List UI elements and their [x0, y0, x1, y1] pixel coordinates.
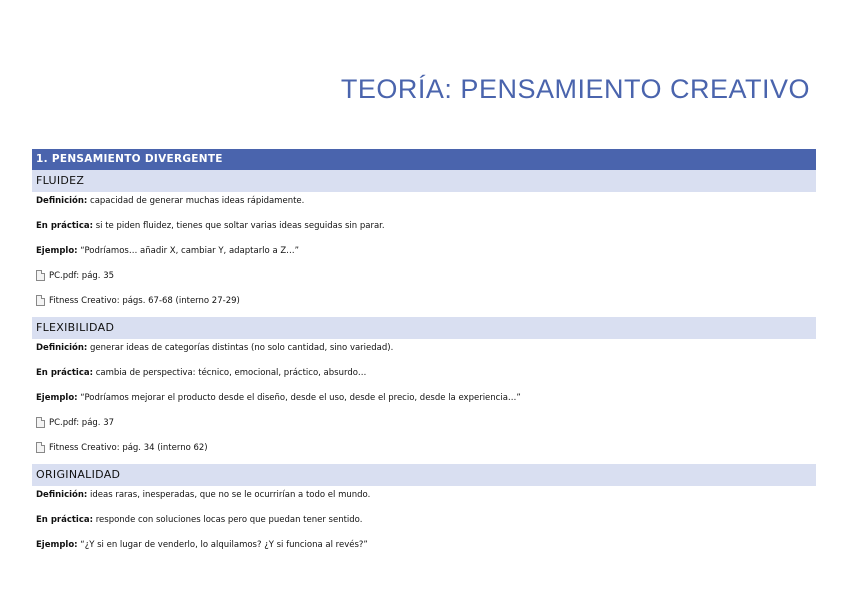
practica-text: si te piden fluidez, tienes que soltar varias ideas seguidas sin parar.: [95, 221, 385, 231]
section-header: 1. PENSAMIENTO DIVERGENTE: [32, 149, 816, 170]
reference-text: Fitness Creativo: pág. 34 (interno 62): [49, 443, 208, 453]
practica-label: En práctica:: [36, 515, 94, 525]
ejemplo-label: Ejemplo:: [36, 393, 78, 403]
reference-text: Fitness Creativo: págs. 67-68 (interno 27-29): [49, 296, 240, 306]
definicion-text: generar ideas de categorías distintas (no solo cantidad, sino variedad).: [90, 343, 394, 353]
subsection-header-flexibilidad: FLEXIBILIDAD: [32, 317, 816, 339]
reference-text: PC.pdf: pág. 35: [49, 271, 115, 281]
definicion-text: ideas raras, inesperadas, que no se le ocurrirían a todo el mundo.: [90, 490, 371, 500]
practica-line: [32, 217, 816, 242]
document-icon: [36, 442, 45, 453]
practica-line: [32, 511, 816, 536]
ejemplo-text: “Podríamos mejorar el producto desde el diseño, desde el uso, desde el precio, desde la experiencia…”: [80, 393, 521, 403]
reference-text: PC.pdf: pág. 37: [49, 418, 115, 428]
definicion-line: [32, 339, 816, 364]
definicion-label: Definición:: [36, 196, 88, 206]
ejemplo-line: [32, 389, 816, 414]
practica-text: responde con soluciones locas pero que puedan tener sentido.: [95, 515, 363, 525]
ejemplo-line: [32, 242, 816, 267]
ejemplo-label: Ejemplo:: [36, 540, 78, 550]
document-icon: [36, 295, 45, 306]
document-icon: [36, 417, 45, 428]
practica-line: [32, 364, 816, 389]
ejemplo-text: “¿Y si en lugar de venderlo, lo alquilamos? ¿Y si funciona al revés?”: [80, 540, 368, 550]
reference-link[interactable]: [32, 414, 816, 439]
ejemplo-line: [32, 536, 816, 561]
page-title: TEORÍA: PENSAMIENTO CREATIVO: [340, 74, 810, 104]
reference-link[interactable]: [32, 267, 816, 292]
ejemplo-text: “Podríamos… añadir X, cambiar Y, adaptarlo a Z…”: [80, 246, 300, 256]
ejemplo-label: Ejemplo:: [36, 246, 78, 256]
reference-link[interactable]: [32, 439, 816, 464]
practica-label: En práctica:: [36, 368, 94, 378]
reference-link[interactable]: [32, 292, 816, 317]
practica-text: cambia de perspectiva: técnico, emocional, práctico, absurdo…: [95, 368, 367, 378]
definicion-line: [32, 486, 816, 511]
subsection-header-fluidez: FLUIDEZ: [32, 170, 816, 192]
definicion-line: [32, 192, 816, 217]
document-icon: [36, 270, 45, 281]
practica-label: En práctica:: [36, 221, 94, 231]
document-body: [32, 149, 816, 561]
definicion-label: Definición:: [36, 490, 88, 500]
definicion-label: Definición:: [36, 343, 88, 353]
subsection-header-originalidad: ORIGINALIDAD: [32, 464, 816, 486]
definicion-text: capacidad de generar muchas ideas rápidamente.: [90, 196, 305, 206]
